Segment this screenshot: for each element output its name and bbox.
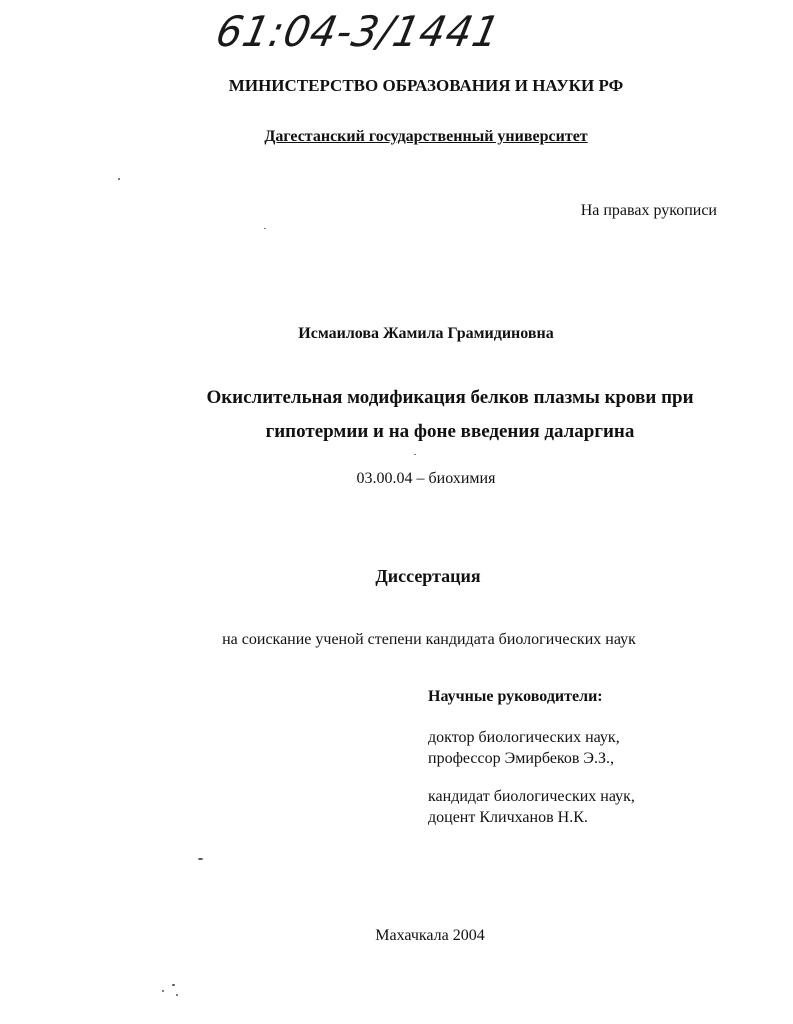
degree-statement: на соискание ученой степени кандидата биологических наук: [222, 631, 636, 648]
author-name: Исмаилова Жамила Грамидиновна: [298, 325, 554, 342]
title-line-2: гипотермии и на фоне введения даларгина: [265, 421, 635, 442]
dissertation-title: [0, 381, 793, 449]
scan-speck: [162, 990, 164, 992]
document-type: Диссертация: [375, 566, 481, 586]
university-name: Дагестанский государственный университет: [264, 128, 588, 145]
supervisor-2-name: доцент Кличханов Н.К.: [428, 809, 588, 826]
scan-speck: [264, 228, 266, 229]
supervisors-heading: Научные руководители:: [428, 688, 603, 705]
scan-speck: [414, 454, 416, 455]
ministry-heading: МИНИСТЕРСТВО ОБРАЗОВАНИЯ И НАУКИ РФ: [228, 76, 624, 95]
supervisor-2-degree: кандидат биологических наук,: [428, 788, 635, 805]
rights-note: На правах рукописи: [580, 202, 717, 219]
supervisor-1-name: профессор Эмирбеков Э.З.,: [428, 750, 615, 767]
handwritten-catalog-code: 61:04-3/1441: [211, 8, 505, 57]
supervisor-1-degree: доктор биологических наук,: [428, 729, 620, 746]
scan-speck: [198, 858, 203, 860]
scan-speck: [118, 178, 120, 180]
title-line-1: Окислительная модификация белков плазмы крови при: [206, 387, 694, 408]
specialty-code: 03.00.04 – биохимия: [356, 470, 496, 487]
city-and-year: Махачкала 2004: [375, 927, 485, 944]
scan-speck: [176, 994, 178, 996]
scan-speck: [172, 984, 175, 986]
